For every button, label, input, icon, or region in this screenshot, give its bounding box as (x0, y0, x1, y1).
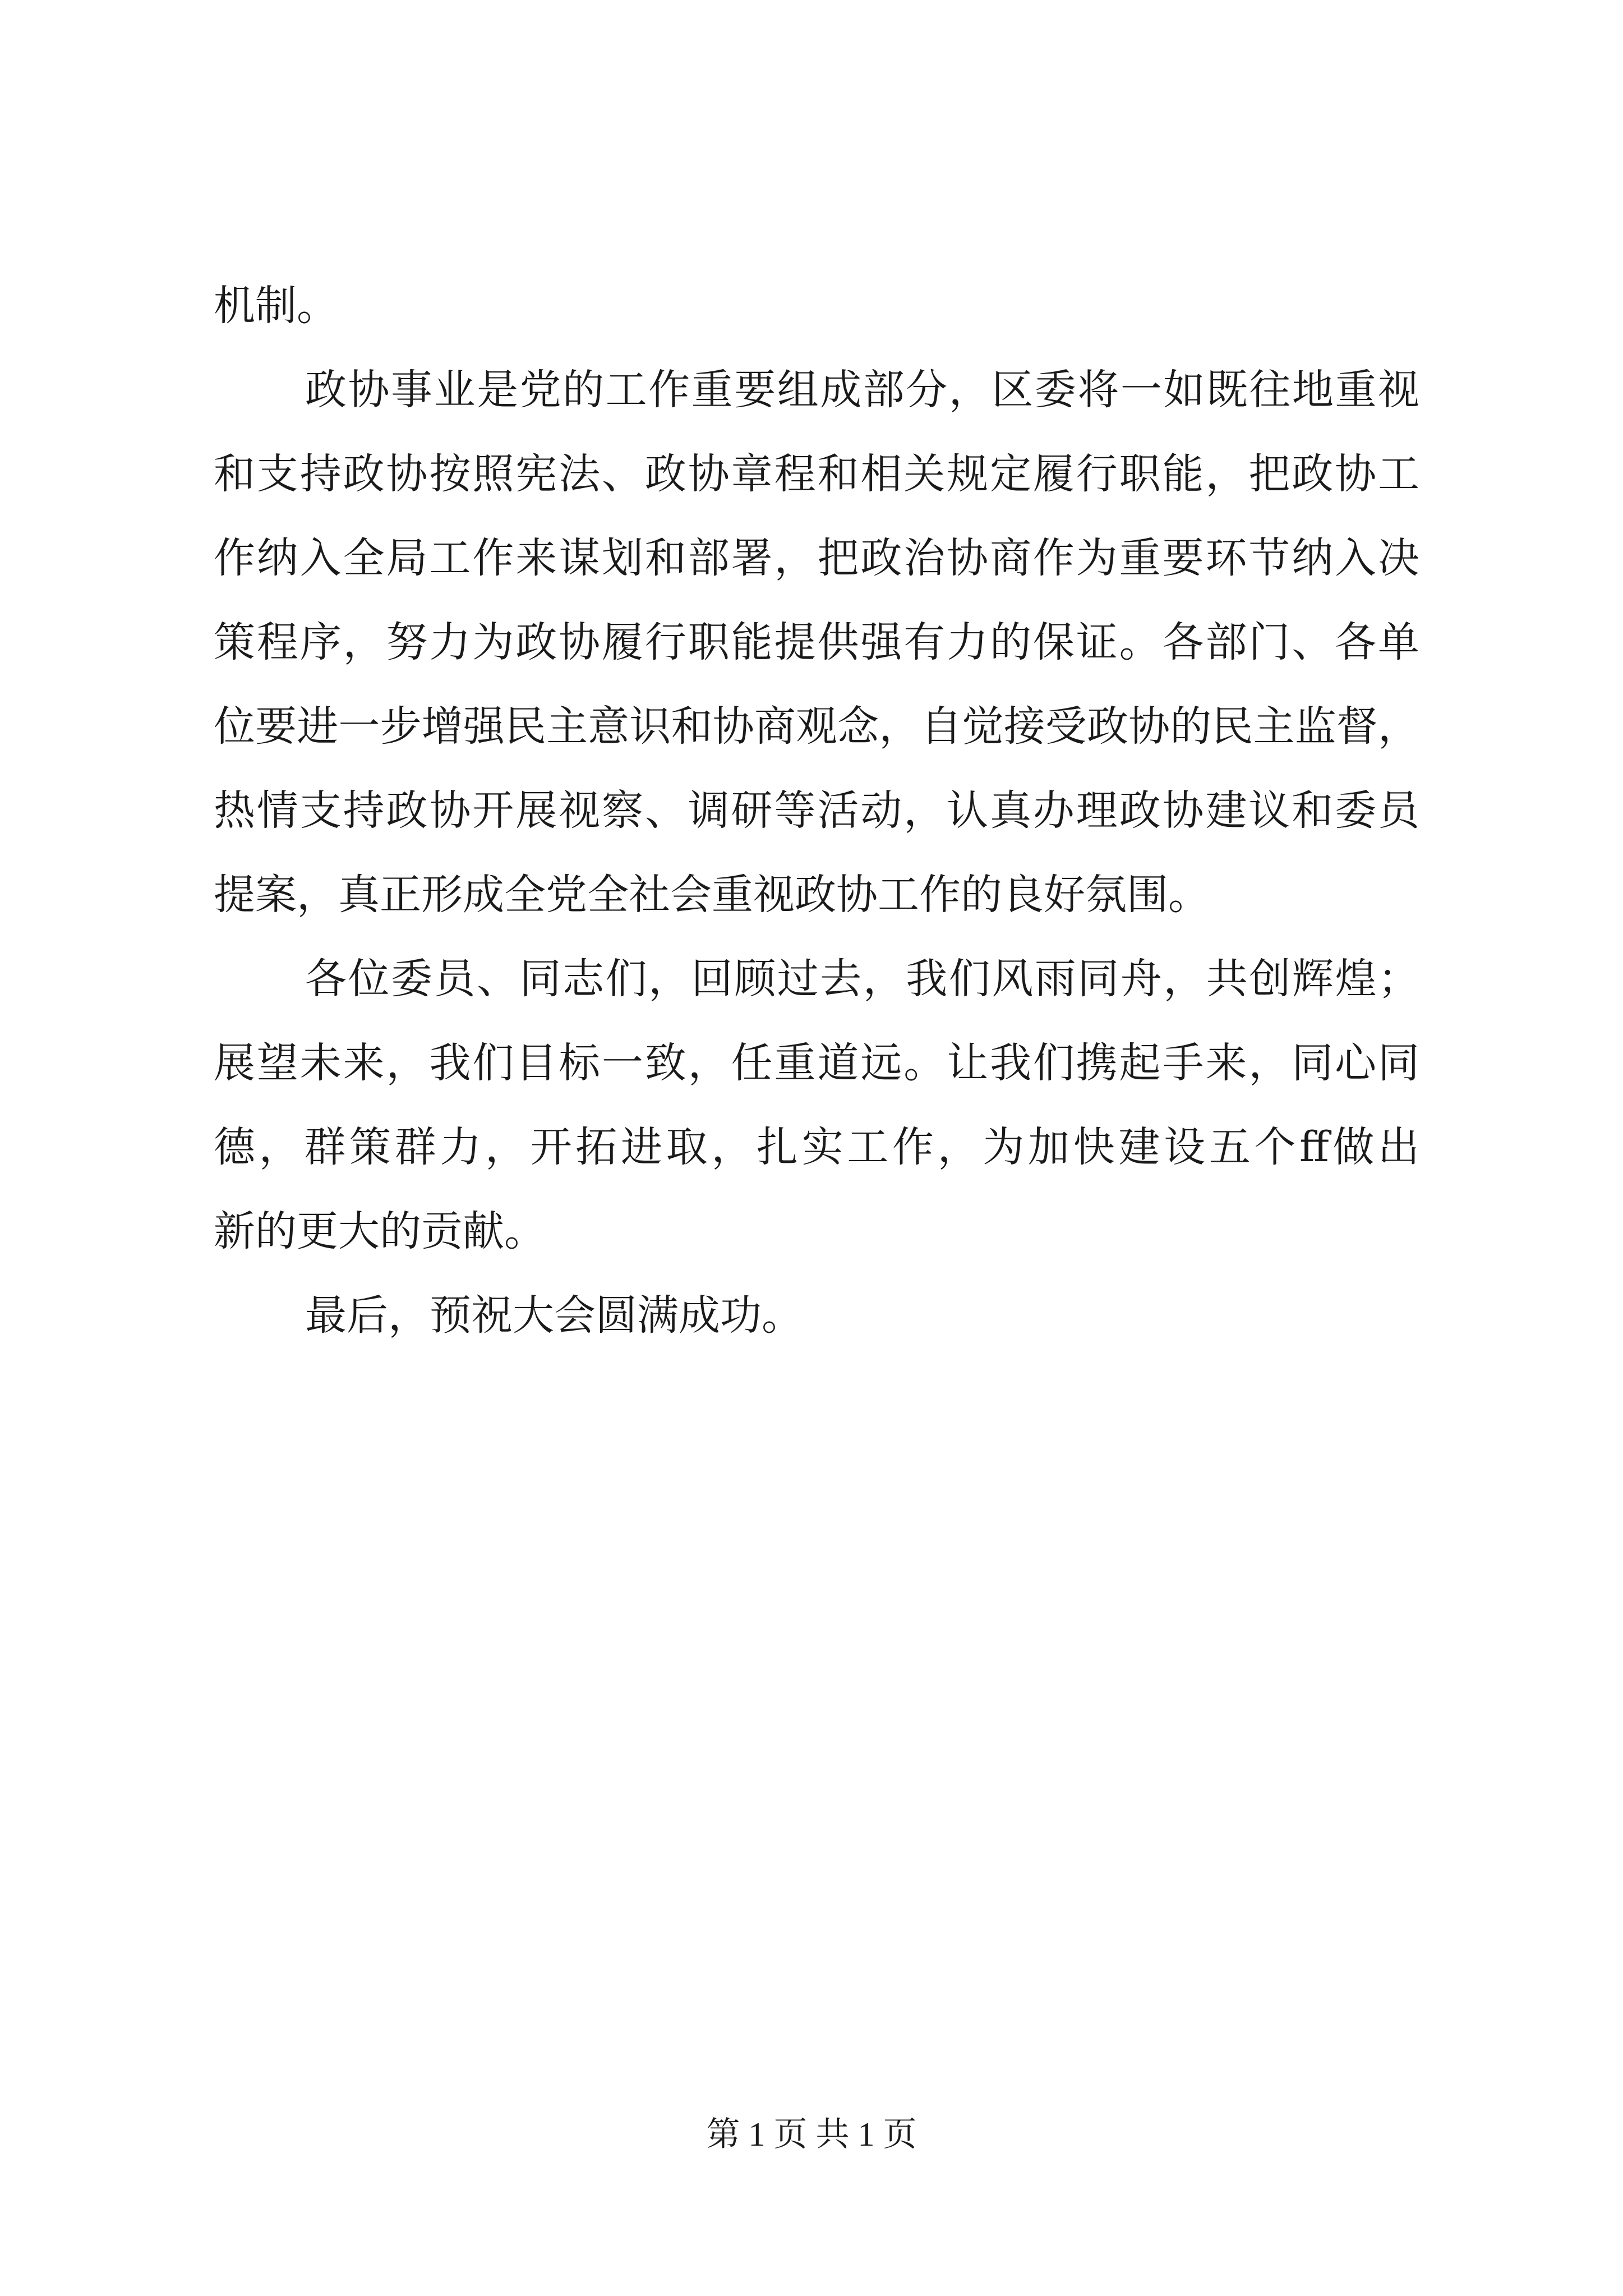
text-line-11: 德，群策群力，开拓进取，扎实工作，为加快建设五个ff做出 (214, 1123, 1419, 1171)
text-line-2: 政协事业是党的工作重要组成部分，区委将一如既往地重视 (305, 366, 1419, 414)
page-footer: 第 1 页 共 1 页 (706, 2116, 917, 2153)
text-line-3: 和支持政协按照宪法、政协章程和相关规定履行职能，把政协工 (214, 450, 1419, 498)
text-line-9: 各位委员、同志们，回顾过去，我们风雨同舟，共创辉煌； (305, 955, 1419, 1003)
text-line-8: 提案，真正形成全党全社会重视政协工作的良好氛围。 (214, 871, 1210, 919)
text-line-4: 作纳入全局工作来谋划和部署，把政治协商作为重要环节纳入决 (214, 534, 1419, 582)
text-line-13: 最后，预祝大会圆满成功。 (305, 1291, 803, 1340)
text-line-6: 位要进一步增强民主意识和协商观念，自觉接受政协的民主监督， (214, 702, 1419, 751)
text-line-10: 展望未来，我们目标一致，任重道远。让我们携起手来，同心同 (214, 1039, 1419, 1087)
text-line-5: 策程序，努力为政协履行职能提供强有力的保证。各部门、各单 (214, 618, 1419, 666)
document-body (214, 264, 1419, 1358)
text-line-7: 热情支持政协开展视察、调研等活动，认真办理政协建议和委员 (214, 786, 1419, 835)
text-line-12: 新的更大的贡献。 (214, 1207, 546, 1255)
text-line-1: 机制。 (214, 282, 338, 330)
